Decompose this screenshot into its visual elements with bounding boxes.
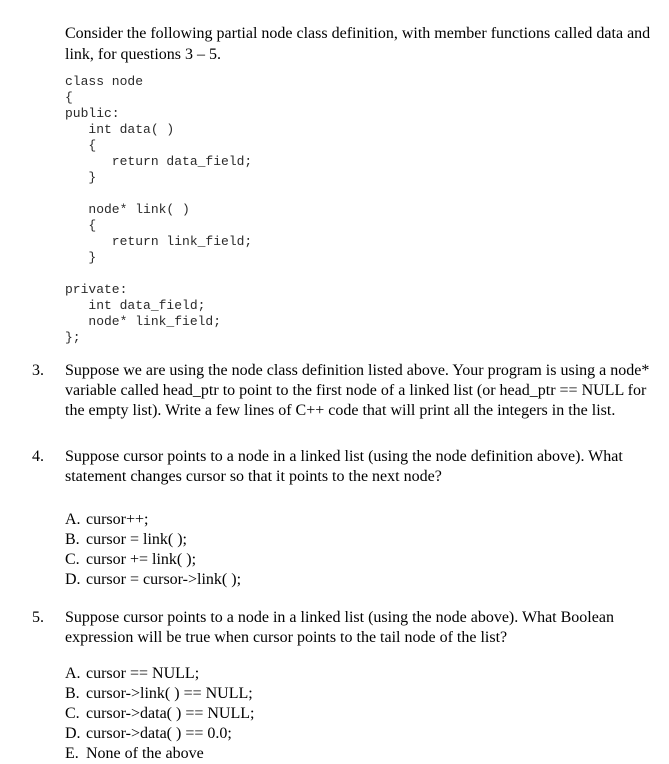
option-c <box>65 704 254 724</box>
option-letter: D. <box>65 725 81 742</box>
option-text: cursor = cursor->link( ); <box>86 571 242 588</box>
option-a <box>65 510 241 530</box>
option-letter: A. <box>65 665 81 682</box>
question-4-options <box>65 510 241 590</box>
question-5-options <box>65 664 254 764</box>
option-text: cursor++; <box>86 511 149 528</box>
code-line: node* link( ) <box>65 202 190 217</box>
question-number: 3. <box>32 362 44 379</box>
option-d <box>65 570 241 590</box>
question-text: Suppose we are using the node class definition listed above. Your program is using a node* variable called head_ptr to point to the first node of a linked list (or head_ptr == NULL for the empty list). Write a few lines of C++ code that will print all the integers in the list. <box>65 362 650 419</box>
code-line: int data_field; <box>65 298 206 313</box>
option-letter: C. <box>65 551 80 568</box>
code-line: return link_field; <box>65 234 253 249</box>
option-text: cursor->data( ) == NULL; <box>86 705 255 722</box>
option-b <box>65 530 241 550</box>
question-number: 5. <box>32 609 44 626</box>
question-5 <box>32 608 662 648</box>
option-b <box>65 684 254 704</box>
code-line: int data( ) <box>65 122 175 137</box>
option-text: cursor->link( ) == NULL; <box>86 685 253 702</box>
code-line: private: <box>65 282 128 297</box>
option-letter: B. <box>65 531 80 548</box>
question-3 <box>32 361 662 421</box>
code-line: { <box>65 138 97 153</box>
option-text: cursor->data( ) == 0.0; <box>86 725 232 742</box>
option-letter: A. <box>65 511 81 528</box>
question-number: 4. <box>32 448 44 465</box>
intro-paragraph: Consider the following partial node class definition, with member functions called data and link, for questions 3 – 5. <box>65 25 651 63</box>
option-e <box>65 744 254 764</box>
option-letter: C. <box>65 705 80 722</box>
option-text: cursor == NULL; <box>86 665 200 682</box>
code-line: return data_field; <box>65 154 253 169</box>
option-letter: B. <box>65 685 80 702</box>
code-line: public: <box>65 106 120 121</box>
question-text: Suppose cursor points to a node in a linked list (using the node definition above). What statement changes cursor so that it points to the next node? <box>65 448 623 485</box>
option-letter: D. <box>65 571 81 588</box>
option-text: cursor = link( ); <box>86 531 187 548</box>
option-d <box>65 724 254 744</box>
code-line: } <box>65 250 97 265</box>
code-line: node* link_field; <box>65 314 222 329</box>
option-letter: E. <box>65 745 79 762</box>
code-block <box>65 74 252 346</box>
option-a <box>65 664 254 684</box>
code-line: { <box>65 218 97 233</box>
question-4 <box>32 447 662 487</box>
option-text: cursor += link( ); <box>86 551 197 568</box>
code-line: class node <box>65 74 144 89</box>
question-text: Suppose cursor points to a node in a linked list (using the node above). What Boolean expression will be true when cursor points to the tail node of the list? <box>65 609 614 646</box>
code-line: } <box>65 170 97 185</box>
code-line: { <box>65 90 73 105</box>
option-c <box>65 550 241 570</box>
option-text: None of the above <box>86 745 204 762</box>
code-line: }; <box>65 330 81 345</box>
